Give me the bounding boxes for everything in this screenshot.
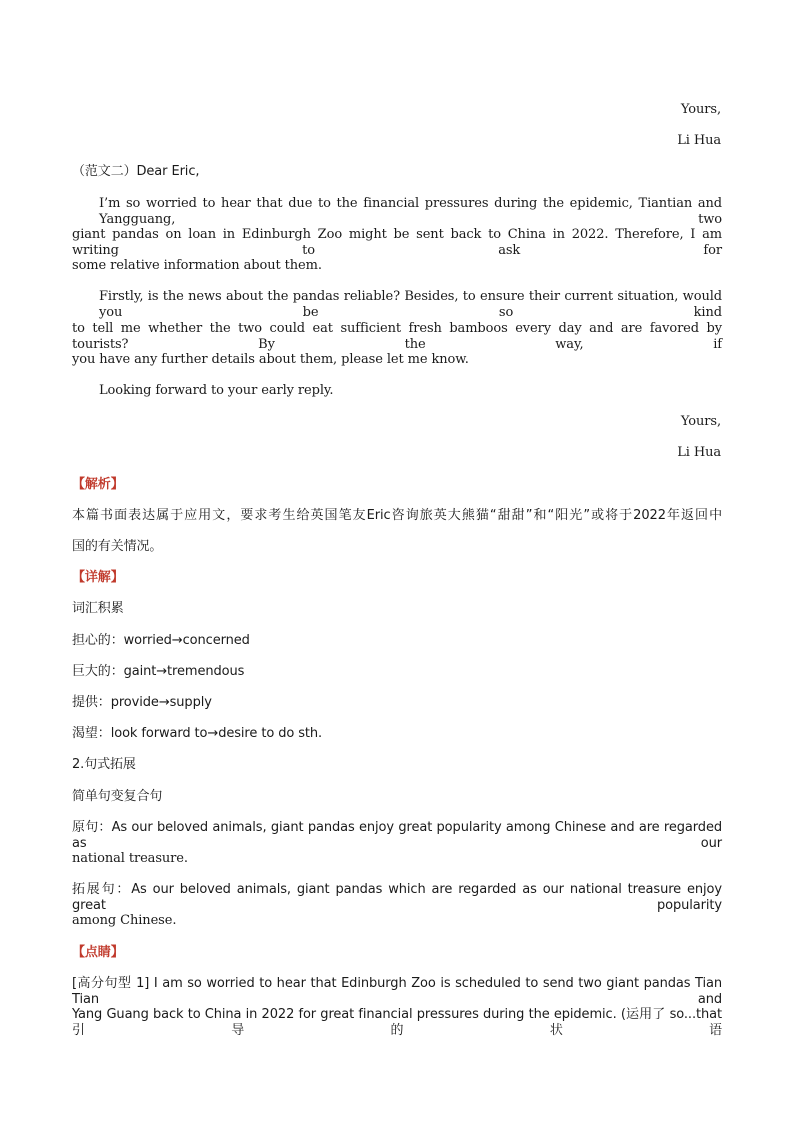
vocab-title: 词汇积累: [72, 601, 124, 616]
letter2-p1-line1: I’m so worried to hear that due to the financial pressures during the epidemic, Tiantian and Yangguang, two: [99, 196, 722, 227]
closing-name-2: Li Hua: [677, 445, 721, 460]
highlight-heading: 【点睛】: [72, 945, 124, 960]
original-sentence-line-1: 原句：As our beloved animals, giant pandas enjoy great popularity among Chinese and are regarded as our: [72, 820, 722, 851]
letter2-p2-line2: to tell me whether the two could eat sufficient fresh bamboos every day and are favored by tourists? By the way, if: [72, 321, 722, 352]
expanded-sentence-line-2: among Chinese.: [72, 913, 177, 928]
highlight-line-2: Yang Guang back to China in 2022 for great financial pressures during the epidemic. (运用了 so...that 引导的状语: [72, 1007, 722, 1038]
analysis-line-1: 本篇书面表达属于应用文，要求考生给英国笔友Eric咨询旅英大熊猫“甜甜”和“阳光”或将于2022年返回中: [72, 508, 722, 523]
original-sentence-line-2: national treasure.: [72, 851, 188, 866]
highlight-line-1: [高分句型 1] I am so worried to hear that Edinburgh Zoo is scheduled to send two giant pandas Tian Tian and: [72, 976, 722, 1007]
letter2-p2-line3: you have any further details about them, please let me know.: [72, 352, 469, 367]
vocab-item-3: 提供：provide→supply: [72, 695, 212, 710]
letter2-p3: Looking forward to your early reply.: [99, 383, 334, 398]
analysis-line-2: 国的有关情况。: [72, 539, 163, 554]
details-heading: 【详解】: [72, 570, 124, 585]
closing-yours-1: Yours,: [680, 102, 721, 117]
expanded-sentence-line-1: 拓展句：As our beloved animals, giant pandas which are regarded as our national treasure enjoy great popularity: [72, 882, 722, 913]
closing-yours-2: Yours,: [680, 414, 721, 429]
vocab-item-2: 巨大的：gaint→tremendous: [72, 664, 245, 679]
vocab-item-1: 担心的：worried→concerned: [72, 633, 250, 648]
analysis-heading: 【解析】: [72, 477, 124, 492]
letter2-p2-line1: Firstly, is the news about the pandas reliable? Besides, to ensure their current situation, would you be so kind: [99, 289, 722, 320]
letter2-salutation: （范文二）Dear Eric,: [72, 164, 200, 179]
closing-name-1: Li Hua: [677, 133, 721, 148]
sentence-title: 2.句式拓展: [72, 757, 136, 772]
sentence-subtitle: 简单句变复合句: [72, 789, 163, 804]
letter2-p1-line2: giant pandas on loan in Edinburgh Zoo might be sent back to China in 2022. Therefore, I am writing to ask for: [72, 227, 722, 258]
letter2-p1-line3: some relative information about them.: [72, 258, 322, 273]
vocab-item-4: 渴望：look forward to→desire to do sth.: [72, 726, 323, 741]
